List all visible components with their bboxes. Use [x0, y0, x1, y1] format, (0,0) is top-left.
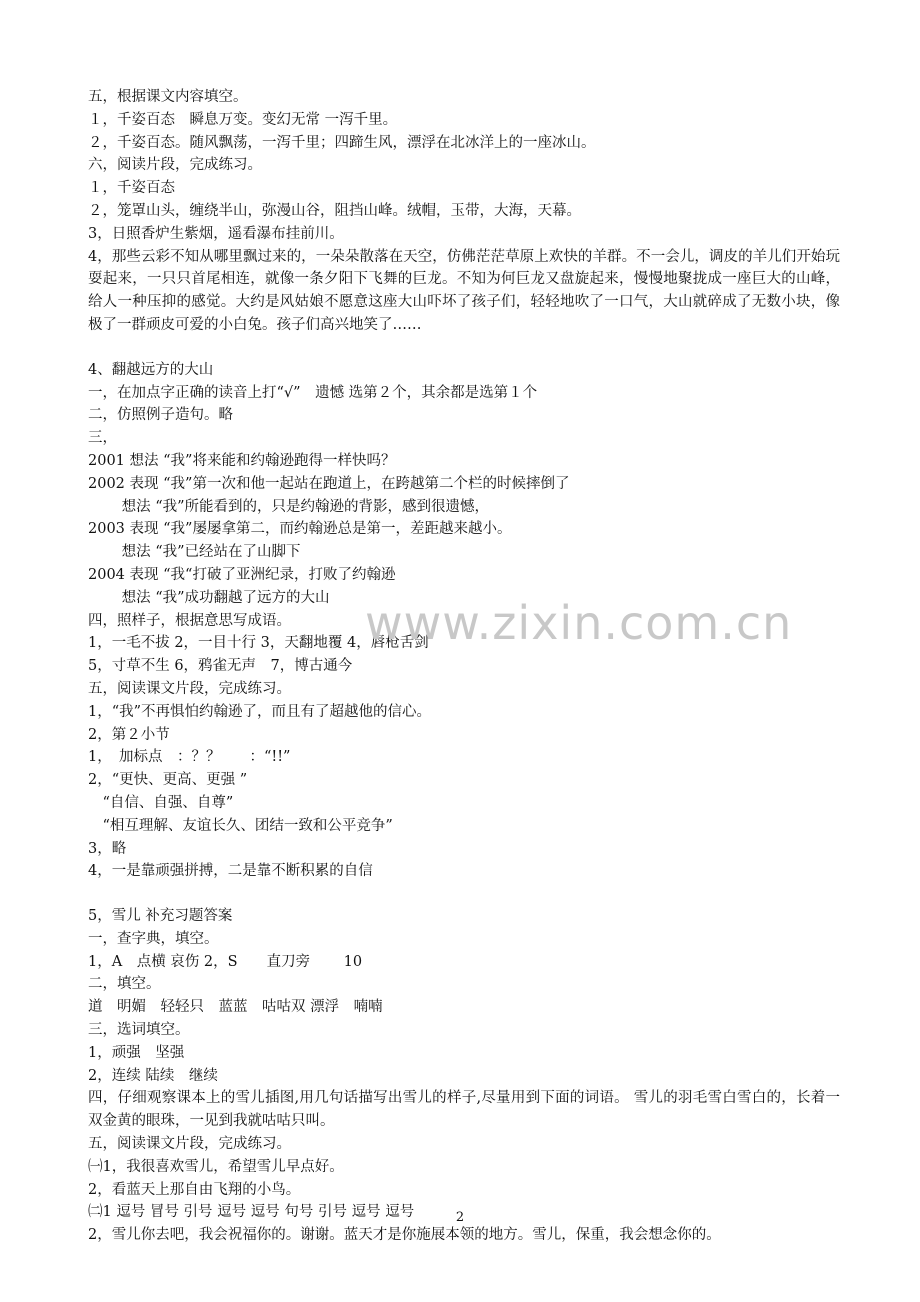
- text-line: 3，日照香炉生紫烟，遥看瀑布挂前川。: [88, 225, 344, 242]
- blank-line: [88, 337, 840, 359]
- text-line: 道 明媚 轻轻只 蓝蓝 咕咕双 漂浮 喃喃: [88, 999, 383, 1016]
- page-number: 2: [455, 1210, 465, 1225]
- text-line: 想法 “我”所能看到的，只是约翰逊的背影，感到很遗憾，: [88, 498, 490, 515]
- text-line: 2003 表现 “我”屡屡拿第二，而约翰逊总是第一，差距越来越小。: [88, 521, 512, 538]
- text-line: 1，A 点横 哀伤 2，S 直刀旁 10: [88, 953, 363, 970]
- text-line: 1，“我”不再惧怕约翰逊了，而且有了超越他的信心。: [88, 703, 432, 720]
- text-line: 1，顽强 坚强: [88, 1044, 185, 1061]
- section-heading: 4、翻越远方的大山: [88, 361, 214, 378]
- paragraph: 四，仔细观察课本上的雪儿插图,用几句话描写出雪儿的样子,尽量用到下面的词语。 雪儿的羽毛雪白雪白的，长着一双金黄的眼珠，一见到我就咕咕只叫。: [88, 1090, 840, 1130]
- text-line: 五，根据课文内容填空。: [88, 89, 248, 105]
- section-heading: 5，雪儿 补充习题答案: [88, 908, 233, 925]
- text-line: 2004 表现 “我“打破了亚洲纪录，打败了约翰逊: [88, 566, 396, 583]
- text-line: １，千姿百态: [88, 180, 175, 197]
- text-line: 2002 表现 “我”第一次和他一起站在跑道上，在跨越第二个栏的时候摔倒了: [88, 475, 570, 492]
- text-line: “自信、自强、自尊”: [88, 794, 234, 811]
- text-line: 2，“更快、更高、更强 ”: [88, 772, 248, 789]
- text-line: 2，雪儿你去吧，我会祝福你的。谢谢。蓝天才是你施展本领的地方。雪儿，保重，我会想念你的。: [88, 1227, 721, 1244]
- text-line: ㈠1，我很喜欢雪儿，希望雪儿早点好。: [88, 1158, 344, 1175]
- text-line: 四，照样子，根据意思写成语。: [88, 612, 291, 629]
- paragraph: 4，那些云彩不知从哪里飘过来的，一朵朵散落在天空，仿佛茫茫草原上欢快的羊群。不一会儿，调皮的羊儿们开始玩耍起来，一只只首尾相连，就像一条夕阳下飞舞的巨龙。不知为何巨龙又盘旋起来，慢慢地聚拢成一座巨大的山峰，给人一种压抑的感觉。大约是风姑娘不愿意这座大山吓坏了孩子们，轻轻地吹了一口气，大山就碎成了无数小块，像极了一群顽皮可爱的小白兔。孩子们高兴地笑了……: [88, 248, 840, 333]
- text-line: 1，一毛不拔 2，一目十行 3，天翻地覆 4，唇枪舌剑: [88, 635, 429, 652]
- text-line: 2，第２小节: [88, 726, 170, 743]
- text-line: 五，阅读课文片段，完成练习。: [88, 680, 291, 697]
- text-line: “相互理解、友谊长久、团结一致和公平竞争”: [88, 817, 393, 834]
- text-line: ㈡1 逗号 冒号 引号 逗号 逗号 句号 引号 逗号 逗号: [88, 1204, 415, 1221]
- document-body: [88, 86, 840, 1247]
- text-line: 2，看蓝天上那自由飞翔的小鸟。: [88, 1181, 301, 1198]
- text-line: 2001 想法 “我”将来能和约翰逊跑得一样快吗？: [88, 452, 396, 469]
- text-line: 二，仿照例子造句。略: [88, 407, 233, 424]
- text-line: ２，笼罩山头，缠绕半山，弥漫山谷，阻挡山峰。绒帽，玉带，大海，天幕。: [88, 202, 581, 219]
- text-line: 1， 加标点 ：？？ ：“!!”: [88, 749, 291, 766]
- text-line: １，千姿百态 瞬息万变。变幻无常 一泻千里。: [88, 111, 398, 128]
- text-line: 五，阅读课文片段，完成练习。: [88, 1136, 291, 1153]
- blank-line: [88, 883, 840, 905]
- text-line: 六，阅读片段，完成练习。: [88, 157, 262, 174]
- text-line: 三，选词填空。: [88, 1022, 190, 1039]
- text-line: 2，连续 陆续 继续: [88, 1067, 218, 1084]
- watermark: www.zixin.com.cn: [365, 596, 793, 650]
- text-line: 一，在加点字正确的读音上打“√” 遗憾 选第２个，其余都是选第１个: [88, 384, 538, 401]
- text-line: 5，寸草不生 6，鸦雀无声 7，博古通今: [88, 658, 353, 675]
- text-line: 想法 “我”已经站在了山脚下: [88, 544, 301, 561]
- text-line: ２，千姿百态。随风飘荡，一泻千里；四蹄生风，漂浮在北冰洋上的一座冰山。: [88, 134, 596, 151]
- text-line: 二，填空。: [88, 976, 161, 993]
- text-line: 三，: [88, 430, 117, 447]
- text-line: 想法 “我”成功翻越了远方的大山: [88, 589, 330, 606]
- text-line: 一，查字典，填空。: [88, 930, 219, 947]
- text-line: 4，一是靠顽强拼搏，二是靠不断积累的自信: [88, 863, 373, 880]
- text-line: 3，略: [88, 840, 127, 857]
